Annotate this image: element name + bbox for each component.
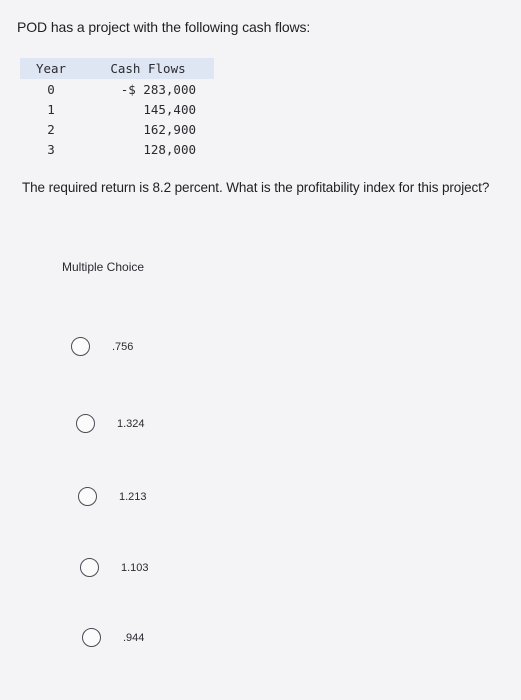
cash-flow-cell: 162,900 bbox=[143, 121, 196, 137]
radio-button[interactable] bbox=[82, 628, 101, 647]
radio-button[interactable] bbox=[76, 414, 95, 433]
cash-flow-cell: 145,400 bbox=[143, 101, 196, 117]
multiple-choice-label: Multiple Choice bbox=[62, 260, 145, 274]
table-header-row bbox=[20, 58, 214, 79]
table-row bbox=[20, 139, 214, 159]
choice-label: .944 bbox=[123, 631, 145, 644]
cash-flow-table bbox=[20, 58, 214, 159]
radio-button[interactable] bbox=[80, 558, 99, 577]
choice-option-2[interactable] bbox=[76, 414, 145, 433]
choice-label: 1.324 bbox=[117, 417, 145, 430]
table-row bbox=[20, 119, 214, 139]
table-row bbox=[20, 99, 214, 119]
choice-option-3[interactable] bbox=[78, 487, 147, 506]
table-row bbox=[20, 79, 214, 99]
radio-button[interactable] bbox=[71, 337, 90, 356]
cash-flow-cell: 128,000 bbox=[143, 141, 196, 157]
year-cell: 0 bbox=[47, 81, 55, 97]
choice-option-4[interactable] bbox=[80, 558, 149, 577]
choice-option-5[interactable] bbox=[82, 628, 144, 647]
year-cell: 1 bbox=[47, 101, 55, 117]
choice-option-1[interactable] bbox=[71, 337, 133, 356]
choice-label: 1.103 bbox=[121, 561, 149, 574]
cash-flow-cell: -$ 283,000 bbox=[120, 81, 196, 97]
header-year: Year bbox=[20, 58, 82, 79]
required-return-question: The required return is 8.2 percent. What is the profitability index for this project? bbox=[22, 180, 490, 195]
header-cash-flows: Cash Flows bbox=[82, 58, 214, 79]
year-cell: 3 bbox=[47, 141, 55, 157]
radio-button[interactable] bbox=[78, 487, 97, 506]
year-cell: 2 bbox=[47, 121, 55, 137]
choice-label: .756 bbox=[112, 340, 134, 353]
choice-label: 1.213 bbox=[119, 490, 147, 503]
question-text: POD has a project with the following cash flows: bbox=[17, 19, 311, 35]
